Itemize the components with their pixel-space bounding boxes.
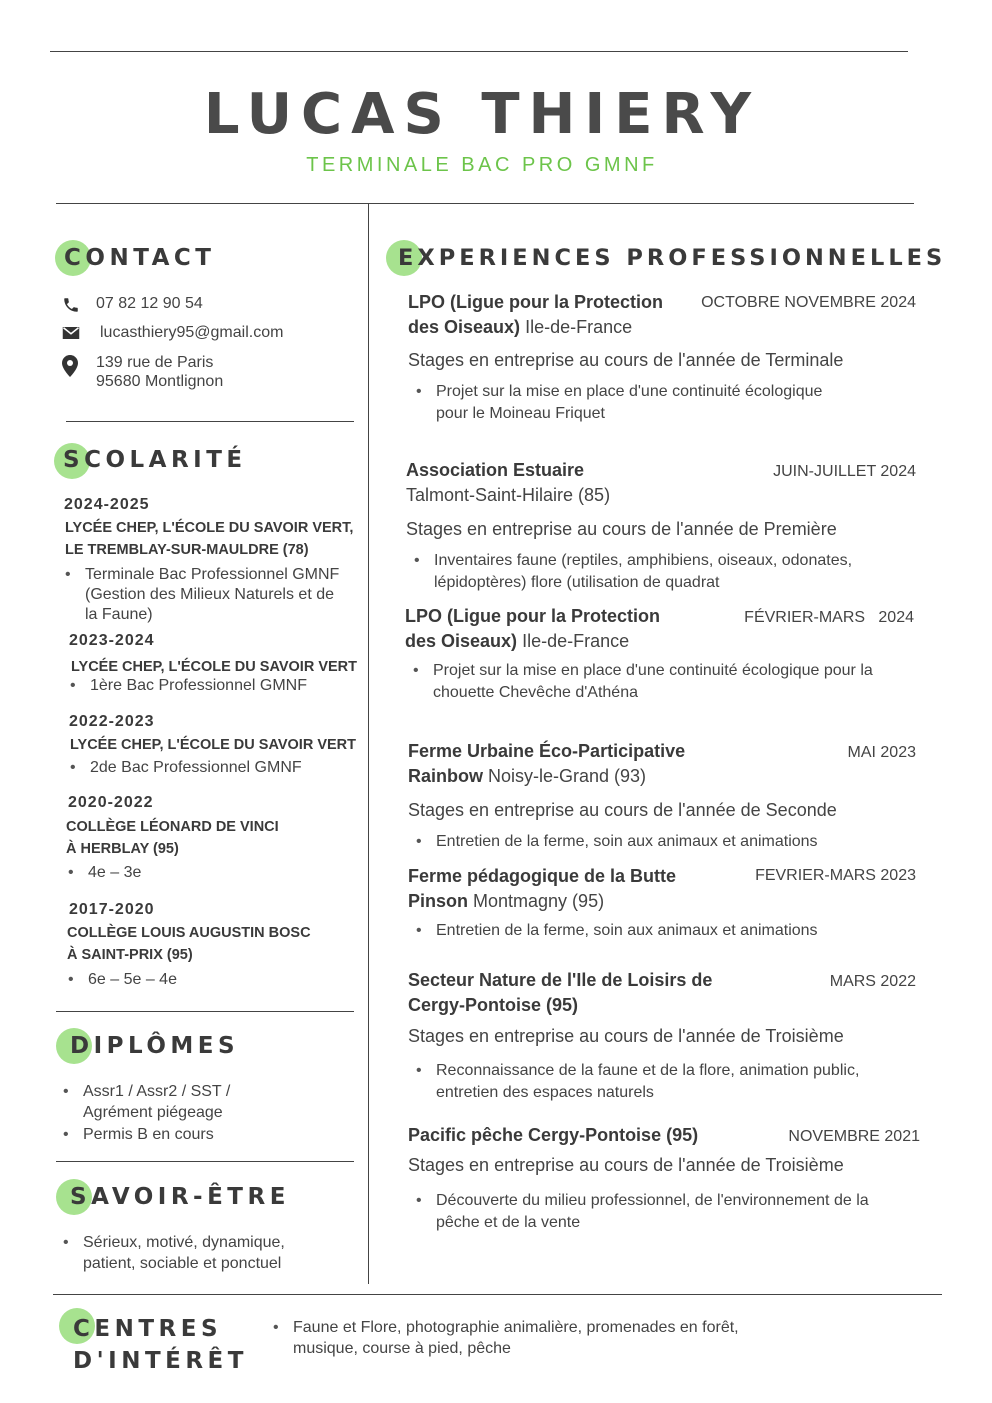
job-date: OCTOBRE NOVEMBRE 2024: [701, 294, 916, 311]
candidate-subtitle: TERMINALE BAC PRO GMNF: [306, 154, 658, 176]
job-organization: Ferme Urbaine Éco-Participative Rainbow Noisy-le-Grand (93): [408, 741, 686, 786]
job-date: FÉVRIER-MARS 2024: [744, 609, 914, 626]
job-date: MARS 2022: [829, 973, 916, 990]
job-bullet: • Reconnaissance de la faune et de la flore, animation public, entretien des espaces naturels: [436, 1060, 859, 1104]
job-description: Stages en entreprise au cours de l'année de Troisième: [408, 1155, 844, 1175]
scolarite-rule: [56, 1011, 354, 1012]
list-item: • 4e – 3e: [88, 863, 141, 883]
list-item: • 6e – 5e – 4e: [88, 970, 177, 990]
savoir-etre-title: SAVOIR-ÊTRE: [70, 1184, 290, 1210]
list-item: • 2de Bac Professionnel GMNF: [90, 758, 302, 778]
list-item: • Faune et Flore, photographie animalière, promenades en forêt, musique, course à pied, pêche: [293, 1318, 739, 1359]
list-item: • Sérieux, motivé, dynamique, patient, sociable et ponctuel: [83, 1233, 285, 1274]
school-year: 2020-2022: [68, 794, 154, 811]
job-date: MAI 2023: [847, 744, 916, 761]
contact-rule: [66, 421, 354, 422]
job-date: JUIN-JUILLET 2024: [773, 463, 916, 480]
job-bullet: • Entretien de la ferme, soin aux animaux et animations: [436, 831, 818, 853]
school-name: LYCÉE CHEP, L'ÉCOLE DU SAVOIR VERT,: [65, 520, 354, 536]
job-organization: Association Estuaire Talmont-Saint-Hilaire (85): [406, 460, 611, 505]
top-rule: [50, 51, 908, 52]
school-year: 2023-2024: [69, 632, 155, 649]
address-line1: 139 rue de Paris: [96, 354, 214, 371]
school-name: LE TREMBLAY-SUR-MAULDRE (78): [65, 542, 309, 558]
list-item: • Permis B en cours: [83, 1125, 214, 1145]
school-name: COLLÈGE LÉONARD DE VINCI: [66, 819, 279, 835]
job-description: Stages en entreprise au cours de l'année de Troisième: [408, 1026, 844, 1046]
contact-title: CONTACT: [64, 245, 216, 271]
phone-number: 07 82 12 90 54: [96, 295, 203, 312]
phone-icon: [62, 296, 80, 319]
email-address: lucasthiery95@gmail.com: [100, 324, 284, 341]
interets-title: CENTRES D'INTÉRÊT: [73, 1316, 248, 1374]
job-description: Stages en entreprise au cours de l'année de Première: [406, 519, 837, 539]
school-year: 2024-2025: [64, 496, 150, 513]
school-name: LYCÉE CHEP, L'ÉCOLE DU SAVOIR VERT: [70, 737, 356, 753]
list-item: • Assr1 / Assr2 / SST / Agrément piégeage: [83, 1082, 230, 1123]
diplomes-title: DIPLÔMES: [70, 1033, 240, 1059]
job-organization: LPO (Ligue pour la Protection des Oiseaux) Ile-de-France: [408, 292, 664, 337]
school-year: 2022-2023: [69, 713, 155, 730]
job-organization: LPO (Ligue pour la Protection des Oiseaux) Ile-de-France: [405, 606, 661, 651]
diplomes-rule: [56, 1161, 354, 1162]
job-bullet: • Entretien de la ferme, soin aux animaux et animations: [436, 920, 818, 942]
experiences-title: EXPERIENCES PROFESSIONNELLES: [398, 245, 947, 271]
job-description: Stages en entreprise au cours de l'année de Seconde: [408, 800, 837, 820]
job-organization: Pacific pêche Cergy-Pontoise (95): [408, 1125, 699, 1145]
job-bullet: • Inventaires faune (reptiles, amphibiens, oiseaux, odonates, lépidoptères) flore (utilisation de quadrat: [434, 550, 852, 594]
school-name: À SAINT-PRIX (95): [67, 947, 193, 963]
job-bullet: • Projet sur la mise en place d'une continuité écologique pour la chouette Chevêche d'Athéna: [433, 660, 873, 704]
envelope-icon: [62, 325, 80, 346]
school-name: LYCÉE CHEP, L'ÉCOLE DU SAVOIR VERT: [71, 659, 357, 675]
list-item: • 1ère Bac Professionnel GMNF: [90, 676, 307, 696]
job-date: FEVRIER-MARS 2023: [755, 867, 916, 884]
job-organization: Ferme pédagogique de la Butte Pinson Montmagny (95): [408, 866, 677, 911]
job-bullet: • Découverte du milieu professionnel, de l'environnement de la pêche et de la vente: [436, 1190, 869, 1234]
map-pin-icon: [62, 355, 78, 382]
header-bottom-rule: [56, 203, 914, 204]
school-name: COLLÈGE LOUIS AUGUSTIN BOSC: [67, 925, 311, 941]
school-year: 2017-2020: [69, 901, 155, 918]
job-organization: Secteur Nature de l'Ile de Loisirs de Cergy-Pontoise (95): [408, 970, 713, 1015]
address-line2: 95680 Montlignon: [96, 373, 224, 390]
list-item: • Terminale Bac Professionnel GMNF (Gestion des Milieux Naturels et de la Faune): [85, 565, 355, 625]
footer-rule: [53, 1294, 942, 1295]
job-bullet: • Projet sur la mise en place d'une continuité écologique pour le Moineau Friquet: [436, 381, 822, 425]
candidate-name: LUCAS THIERY: [203, 82, 761, 147]
scolarite-title: SCOLARITÉ: [63, 447, 247, 473]
job-description: Stages en entreprise au cours de l'année de Terminale: [408, 350, 844, 370]
column-divider: [368, 204, 369, 1284]
job-date: NOVEMBRE 2021: [788, 1128, 920, 1145]
school-name: À HERBLAY (95): [66, 841, 179, 857]
